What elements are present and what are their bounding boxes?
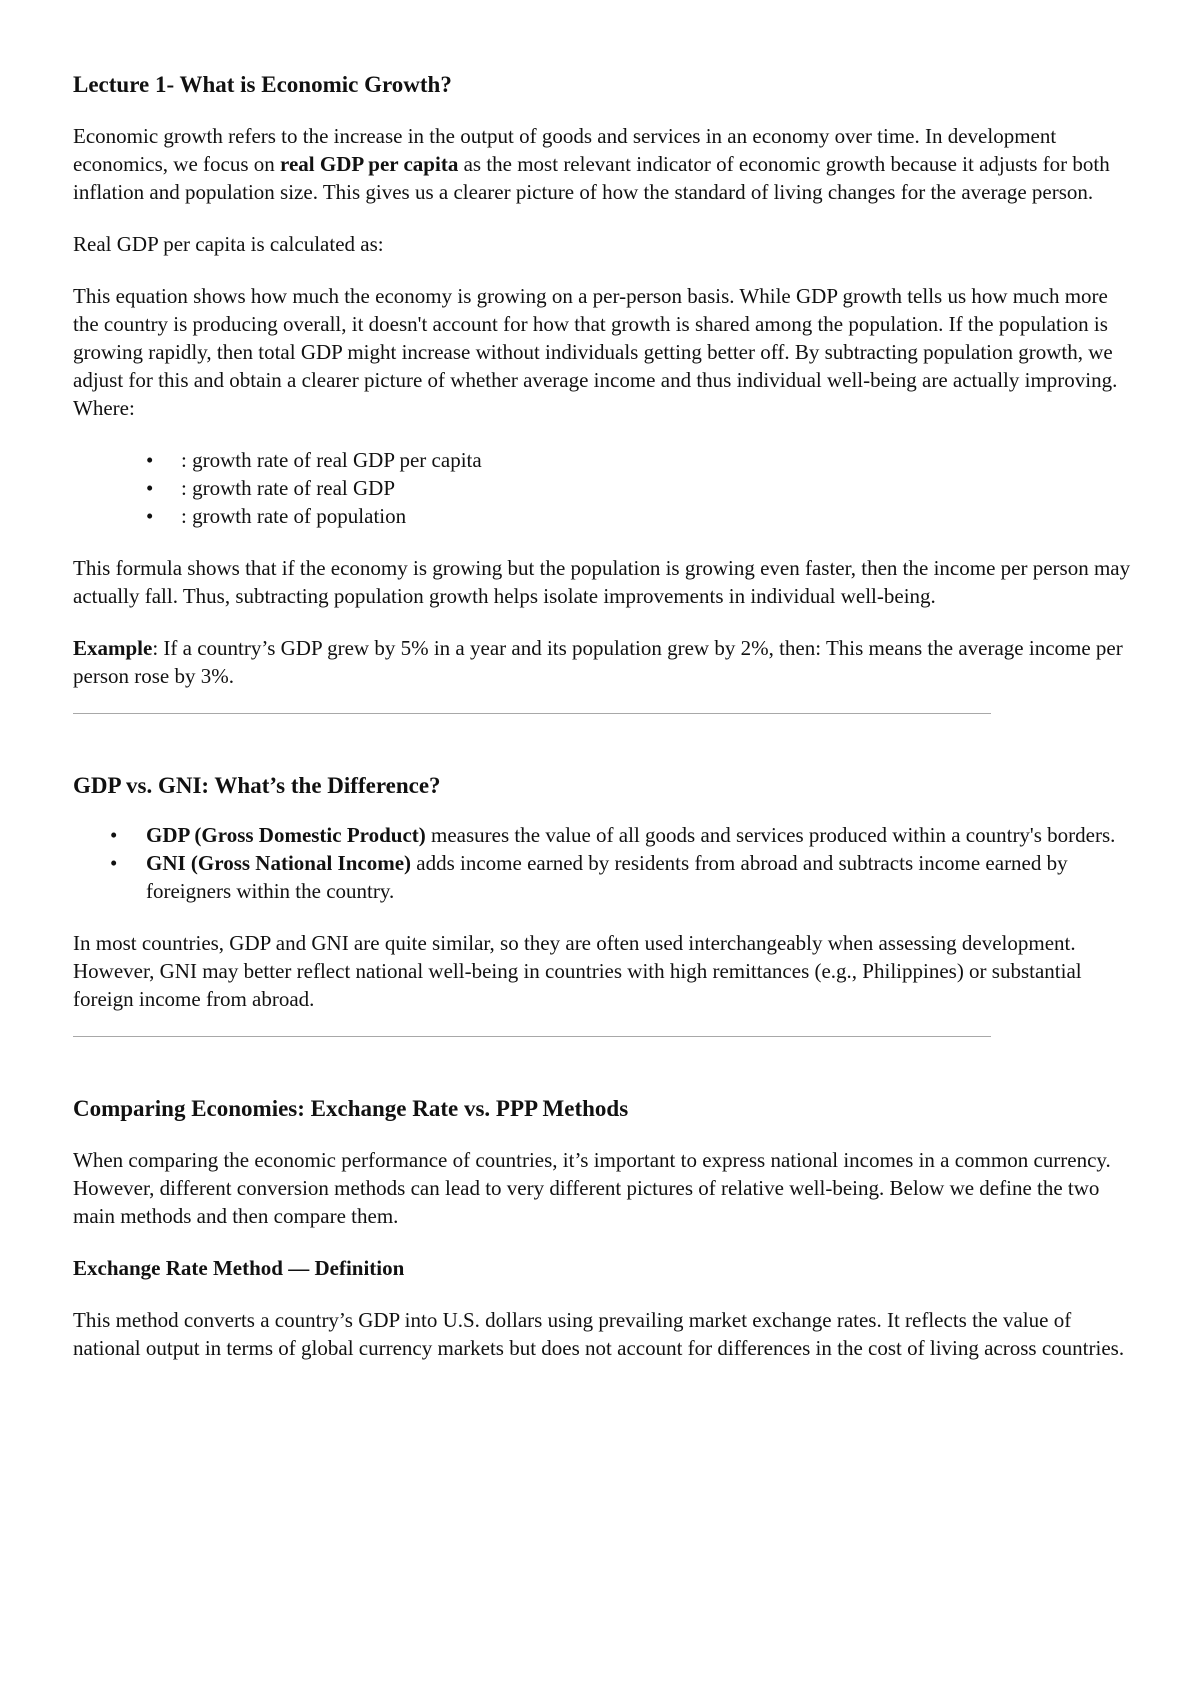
bullet-icon: • xyxy=(146,504,154,528)
list-item xyxy=(73,446,1138,474)
equation-paragraph: This equation shows how much the economy is growing on a per-person basis. While GDP growth tells us how much more the country is producing overall, it doesn't account for how that growth is shared among the population. If the population is growing rapidly, then total GDP might increase without individuals getting better off. By subtracting population growth, we adjust for this and obtain a clearer picture of whether average income and thus individual well-being are actually improving. Where: xyxy=(73,284,1118,420)
intro-paragraph xyxy=(73,122,1138,206)
list-item xyxy=(73,474,1138,502)
comparing-title: Comparing Economies: Exchange Rate vs. PPP Methods xyxy=(73,1096,629,1121)
document-page xyxy=(73,70,1138,1362)
lecture-title: Lecture 1- What is Economic Growth? xyxy=(73,72,452,97)
term-gdp: GDP (Gross Domestic Product) xyxy=(146,823,426,847)
list-item xyxy=(73,849,1138,905)
intro-bold-term: real GDP per capita xyxy=(280,152,459,176)
list-item xyxy=(73,502,1138,530)
exchange-rate-paragraph: This method converts a country’s GDP into U.S. dollars using prevailing market exchange rates. It reflects the value of national output in terms of global currency markets but does not account for differences in the cost of living across countries. xyxy=(73,1308,1125,1360)
where-list xyxy=(73,446,1138,530)
term-gni-description: adds income earned by residents from abroad and subtracts income earned by foreigners within the country. xyxy=(146,851,1068,903)
gdp-gni-paragraph: In most countries, GDP and GNI are quite similar, so they are often used interchangeably when assessing development. However, GNI may better reflect national well-being in countries with high remittances (e.g., Philippines) or substantial foreign income from abroad. xyxy=(73,931,1082,1011)
gdp-gni-list xyxy=(73,821,1138,905)
intro-text-after: as the most relevant indicator of economic growth because it adjusts for both inflation and population size. This gives us a clearer picture of how the standard of living changes for the average person. xyxy=(73,152,1110,204)
term-gni: GNI (Gross National Income) xyxy=(146,851,412,875)
example-label: Example xyxy=(73,636,153,660)
gdp-gni-title: GDP vs. GNI: What’s the Difference? xyxy=(73,773,441,798)
bullet-icon: • xyxy=(110,823,118,847)
intro-text-before: Economic growth refers to the increase in the output of goods and services in an economy over time. In development economics, we focus on xyxy=(73,124,1057,176)
comparing-paragraph: When comparing the economic performance of countries, it’s important to express national incomes in a common currency. However, different conversion methods can lead to very different pictures of relative well-being. Below we define the two main methods and then compare them. xyxy=(73,1148,1111,1228)
list-item-text: : growth rate of population xyxy=(181,504,407,528)
example-text: : If a country’s GDP grew by 5% in a year and its population grew by 2%, then: This means the average income per person rose by 3%. xyxy=(73,636,1123,688)
example-paragraph xyxy=(73,634,1138,690)
list-item-text: : growth rate of real GDP per capita xyxy=(181,448,482,472)
exchange-rate-subheading: Exchange Rate Method — Definition xyxy=(73,1256,405,1280)
bullet-icon: • xyxy=(146,448,154,472)
formula-paragraph: This formula shows that if the economy is growing but the population is growing even faster, then the income per person may actually fall. Thus, subtracting population growth helps isolate improvements in individual well-being. xyxy=(73,556,1131,608)
calculation-line: Real GDP per capita is calculated as: xyxy=(73,232,384,256)
bullet-icon: • xyxy=(110,851,118,875)
bullet-icon: • xyxy=(146,476,154,500)
section-divider xyxy=(73,713,991,714)
term-gdp-description: measures the value of all goods and services produced within a country's borders. xyxy=(425,823,1116,847)
section-divider xyxy=(73,1036,991,1037)
list-item-text: : growth rate of real GDP xyxy=(181,476,396,500)
list-item xyxy=(73,821,1138,849)
